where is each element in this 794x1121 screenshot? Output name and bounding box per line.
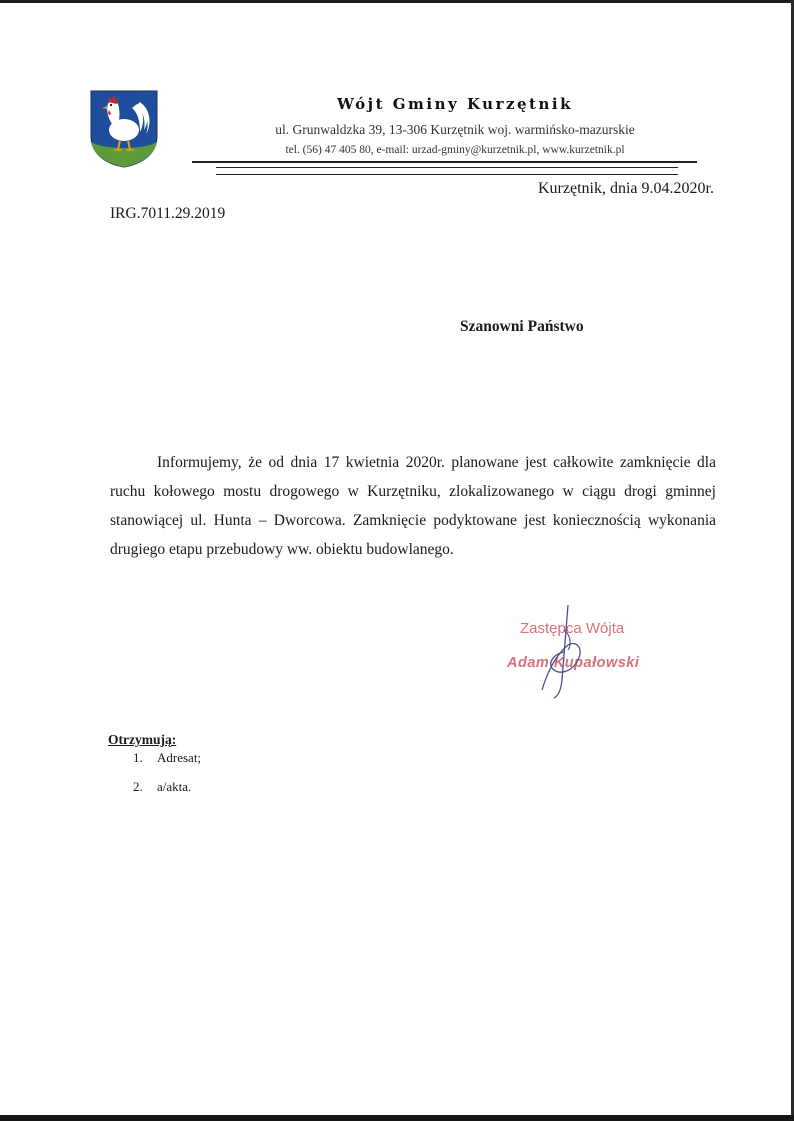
- handwritten-signature: [528, 600, 588, 700]
- recipient-number: 2.: [133, 779, 143, 794]
- letter-body: Informujemy, że od dnia 17 kwietnia 2020r. planowane jest całkowite zamknięcie dla ruchu kołowego mostu drogowego w Kurzętniku, zlokalizowanego w ciągu drogi gminnej stanowiącej ul. Hunta – Dworcowa. Zamknięcie podyktowane jest koniecznością wykonania drugiego etapu przebudowy ww. obiektu budowlanego.: [110, 454, 716, 558]
- signature-stamp-name: Adam Kupałowski: [507, 655, 640, 671]
- scan-edge-top: [0, 0, 794, 3]
- recipient-item: [133, 750, 201, 766]
- letterhead-divider: [192, 161, 697, 163]
- letterhead-address: ul. Grunwaldzka 39, 13-306 Kurzętnik woj. warmińsko-mazurskie: [275, 122, 635, 137]
- signature-stamp-title: Zastępca Wójta: [520, 620, 625, 637]
- recipient-label: a/akta.: [157, 779, 192, 794]
- salutation: Szanowni Państwo: [460, 318, 584, 335]
- recipients-heading: Otrzymują:: [108, 732, 177, 747]
- coat-of-arms-icon: [90, 90, 158, 168]
- recipient-number: 1.: [133, 750, 143, 765]
- reference-number: IRG.7011.29.2019: [110, 205, 226, 222]
- date-line: Kurzętnik, dnia 9.04.2020r.: [538, 180, 714, 197]
- letterhead-title: Wójt Gminy Kurzętnik: [337, 95, 573, 113]
- recipient-item: [133, 779, 191, 795]
- scan-edge-bottom: [0, 1115, 794, 1121]
- recipient-label: Adresat;: [157, 750, 202, 765]
- letterhead-divider: [216, 174, 678, 175]
- letterhead-contact: tel. (56) 47 405 80, e-mail: urzad-gminy@kurzetnik.pl, www.kurzetnik.pl: [285, 144, 625, 156]
- letterhead-divider: [216, 167, 678, 168]
